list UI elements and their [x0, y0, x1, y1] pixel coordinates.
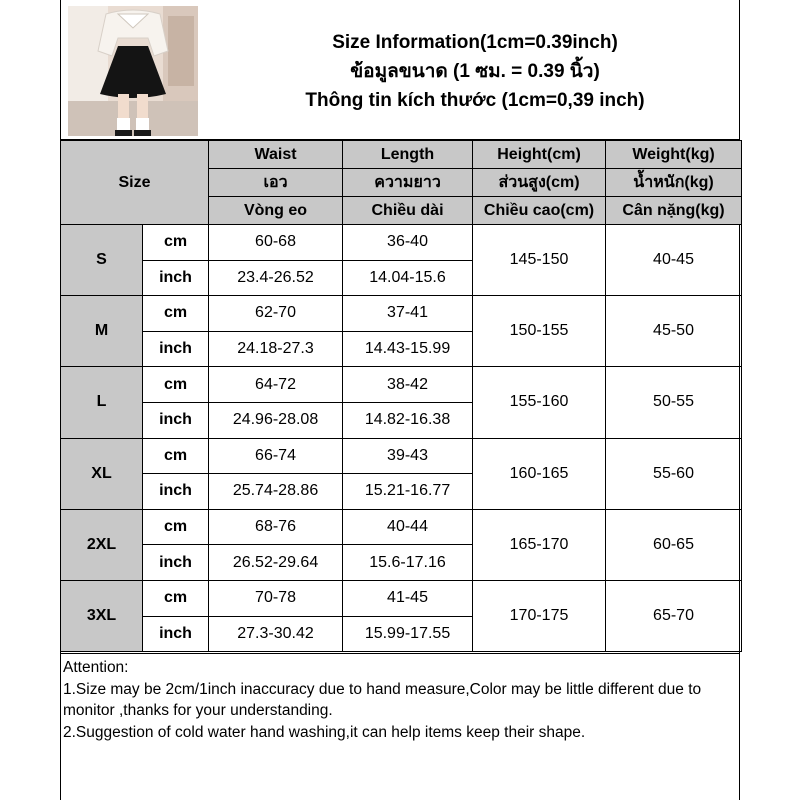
unit-inch: inch — [143, 260, 209, 296]
waist-header-vietnamese: Vòng eo — [209, 197, 343, 225]
length-header-vietnamese: Chiều dài — [343, 197, 473, 225]
note-line-2: 2.Suggestion of cold water hand washing,it can help items keep their shape. — [63, 723, 586, 741]
size-label: S — [61, 225, 143, 296]
waist-inch: 24.96-28.08 — [209, 402, 343, 438]
length-cm: 38-42 — [343, 367, 473, 403]
height-range: 160-165 — [473, 438, 606, 509]
length-cm: 37-41 — [343, 296, 473, 332]
unit-inch: inch — [143, 331, 209, 367]
height-range: 155-160 — [473, 367, 606, 438]
size-label: M — [61, 296, 143, 367]
header — [60, 0, 740, 140]
note-line-1: 1.Size may be 2cm/1inch inaccuracy due to hand measure,Color may be little different due to monitor ,thanks for your understanding. — [63, 680, 702, 719]
title-block — [210, 28, 740, 115]
title-english: Size Information(1cm=0.39inch) — [332, 32, 618, 53]
size-row-cm — [61, 367, 742, 403]
weight-range: 65-70 — [606, 580, 742, 651]
size-row-cm — [61, 296, 742, 332]
unit-inch: inch — [143, 474, 209, 510]
waist-inch: 23.4-26.52 — [209, 260, 343, 296]
attention-note — [60, 653, 740, 800]
size-label: 3XL — [61, 580, 143, 651]
size-row-cm — [61, 225, 742, 261]
length-header: Length — [343, 141, 473, 169]
height-range: 150-155 — [473, 296, 606, 367]
unit-cm: cm — [143, 296, 209, 332]
unit-cm: cm — [143, 509, 209, 545]
length-cm: 36-40 — [343, 225, 473, 261]
size-row-cm — [61, 438, 742, 474]
size-row-cm — [61, 509, 742, 545]
length-header-thai: ความยาว — [343, 169, 473, 197]
attention-label: Attention: — [63, 659, 129, 676]
length-inch: 15.6-17.16 — [343, 545, 473, 581]
product-photo — [68, 6, 198, 136]
waist-cm: 70-78 — [209, 580, 343, 616]
weight-range: 55-60 — [606, 438, 742, 509]
length-inch: 14.43-15.99 — [343, 331, 473, 367]
title-vietnamese: Thông tin kích thước (1cm=0,39 inch) — [305, 90, 645, 111]
waist-cm: 68-76 — [209, 509, 343, 545]
length-inch: 14.04-15.6 — [343, 260, 473, 296]
waist-inch: 24.18-27.3 — [209, 331, 343, 367]
size-table — [60, 140, 742, 652]
length-cm: 40-44 — [343, 509, 473, 545]
height-header-vietnamese: Chiều cao(cm) — [473, 197, 606, 225]
weight-range: 60-65 — [606, 509, 742, 580]
unit-inch: inch — [143, 545, 209, 581]
length-cm: 41-45 — [343, 580, 473, 616]
waist-inch: 27.3-30.42 — [209, 616, 343, 652]
waist-header-thai: เอว — [209, 169, 343, 197]
weight-header-thai: น้ำหนัก(kg) — [606, 169, 742, 197]
weight-range: 45-50 — [606, 296, 742, 367]
waist-cm: 66-74 — [209, 438, 343, 474]
length-inch: 15.99-17.55 — [343, 616, 473, 652]
waist-cm: 64-72 — [209, 367, 343, 403]
title-thai: ข้อมูลขนาด (1 ซม. = 0.39 นิ้ว) — [350, 61, 600, 82]
height-header: Height(cm) — [473, 141, 606, 169]
header-row-english — [61, 141, 742, 169]
waist-inch: 25.74-28.86 — [209, 474, 343, 510]
length-inch: 14.82-16.38 — [343, 402, 473, 438]
weight-header: Weight(kg) — [606, 141, 742, 169]
height-range: 145-150 — [473, 225, 606, 296]
unit-cm: cm — [143, 367, 209, 403]
weight-range: 40-45 — [606, 225, 742, 296]
height-header-thai: ส่วนสูง(cm) — [473, 169, 606, 197]
size-label: 2XL — [61, 509, 143, 580]
length-inch: 15.21-16.77 — [343, 474, 473, 510]
size-header: Size — [61, 141, 209, 225]
size-row-cm — [61, 580, 742, 616]
unit-inch: inch — [143, 616, 209, 652]
unit-inch: inch — [143, 402, 209, 438]
unit-cm: cm — [143, 438, 209, 474]
size-label: L — [61, 367, 143, 438]
waist-cm: 62-70 — [209, 296, 343, 332]
unit-cm: cm — [143, 580, 209, 616]
weight-range: 50-55 — [606, 367, 742, 438]
length-cm: 39-43 — [343, 438, 473, 474]
waist-header: Waist — [209, 141, 343, 169]
size-label: XL — [61, 438, 143, 509]
waist-cm: 60-68 — [209, 225, 343, 261]
height-range: 170-175 — [473, 580, 606, 651]
waist-inch: 26.52-29.64 — [209, 545, 343, 581]
weight-header-vietnamese: Cân nặng(kg) — [606, 197, 742, 225]
unit-cm: cm — [143, 225, 209, 261]
height-range: 165-170 — [473, 509, 606, 580]
